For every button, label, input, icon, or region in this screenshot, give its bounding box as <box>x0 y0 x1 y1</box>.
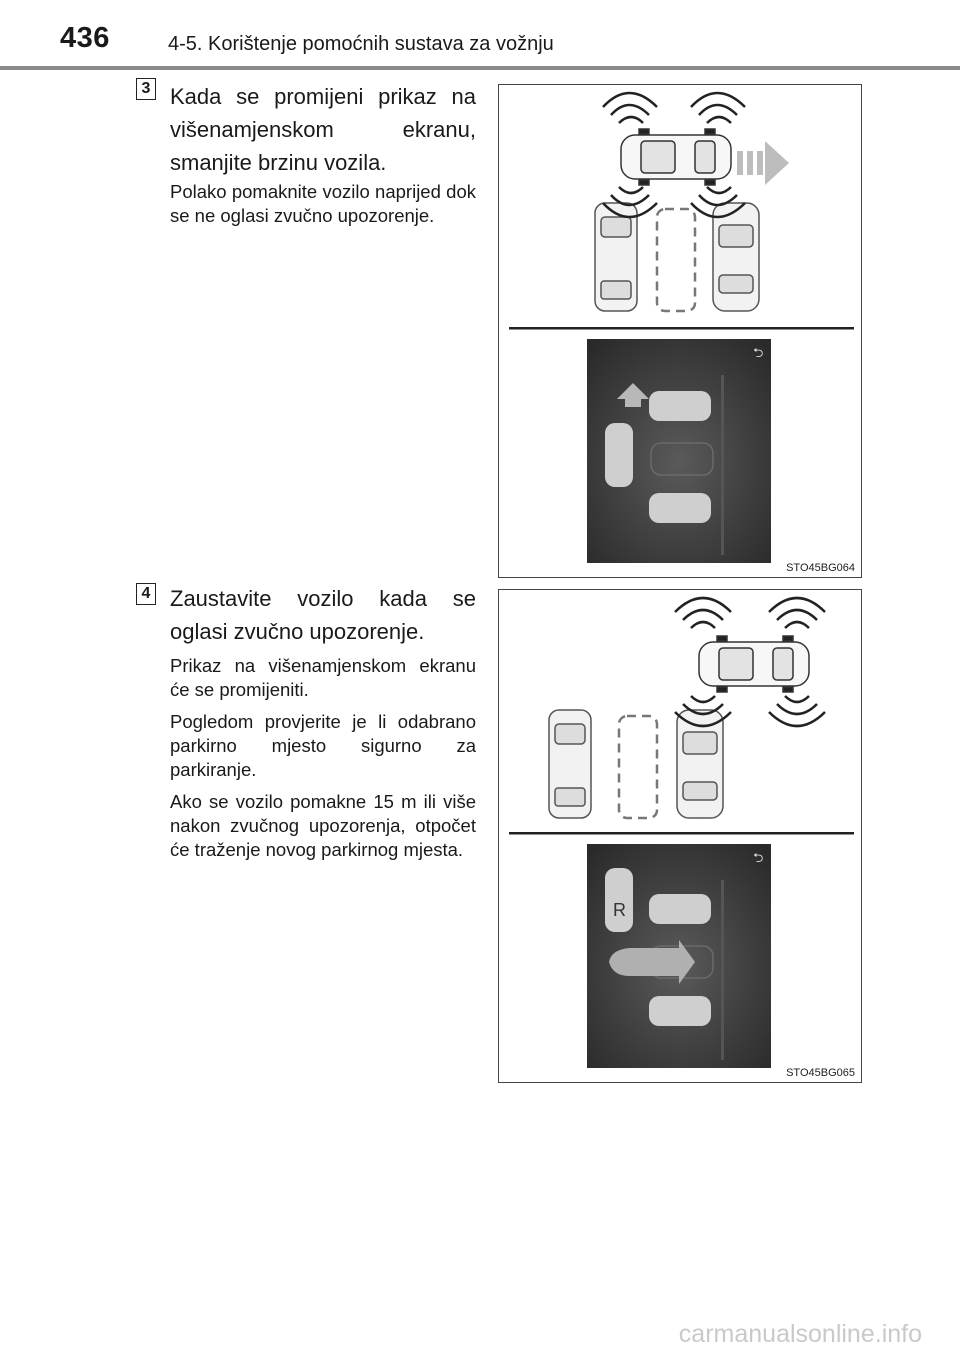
own-car <box>699 636 809 692</box>
chapter-title: 4-5. Korištenje pomoćnih sustava za vožnju <box>168 33 554 55</box>
step-4-paragraph-3: Ako se vozilo pomakne 15 m ili više nakon zvučnog upozorenja, otpočet će traženje novog parkirnog mjesta. <box>170 791 476 860</box>
watermark: carmanualsonline.info <box>678 1320 922 1348</box>
step-3-title: Kada se promijeni prikaz na višenamjenskom ekranu, smanjite brzinu vozila. <box>170 84 476 175</box>
figure-divider <box>509 327 854 330</box>
figure-code-4: STO45BG065 <box>786 1067 855 1079</box>
svg-text:⮌: ⮌ <box>753 851 764 866</box>
empty-parking-slot <box>657 209 695 311</box>
svg-text:⮌: ⮌ <box>753 346 764 361</box>
figure-step-4 <box>498 589 862 1083</box>
multi-information-display <box>587 339 771 563</box>
parked-car-right <box>713 203 759 311</box>
reverse-indicator: R <box>613 900 626 920</box>
step-number-3: 3 <box>136 78 156 100</box>
parking-illustration-4 <box>499 590 860 1081</box>
step-number-4: 4 <box>136 583 156 605</box>
header-rule <box>0 66 960 70</box>
parking-illustration-3 <box>499 85 860 576</box>
figure-code-3: STO45BG064 <box>786 562 855 574</box>
multi-information-display <box>587 844 771 1068</box>
parked-car-left <box>595 203 637 311</box>
parked-car-left <box>549 710 591 818</box>
step-4-paragraph-2: Pogledom provjerite je li odabrano parkirno mjesto sigurno za parkiranje. <box>170 711 476 780</box>
figure-step-3 <box>498 84 862 578</box>
step-4-title: Zaustavite vozilo kada se oglasi zvučno upozorenje. <box>170 586 476 644</box>
page-header <box>0 0 960 70</box>
own-car <box>621 129 731 185</box>
figure-divider <box>509 832 854 835</box>
step-3-paragraph-1: Polako pomaknite vozilo naprijed dok se ne oglasi zvučno upozorenje. <box>170 181 476 226</box>
page-number: 436 <box>60 22 110 54</box>
forward-arrow-icon <box>737 141 789 185</box>
step-4-paragraph-1: Prikaz na višenamjenskom ekranu će se promijeniti. <box>170 655 476 700</box>
empty-parking-slot <box>619 716 657 818</box>
